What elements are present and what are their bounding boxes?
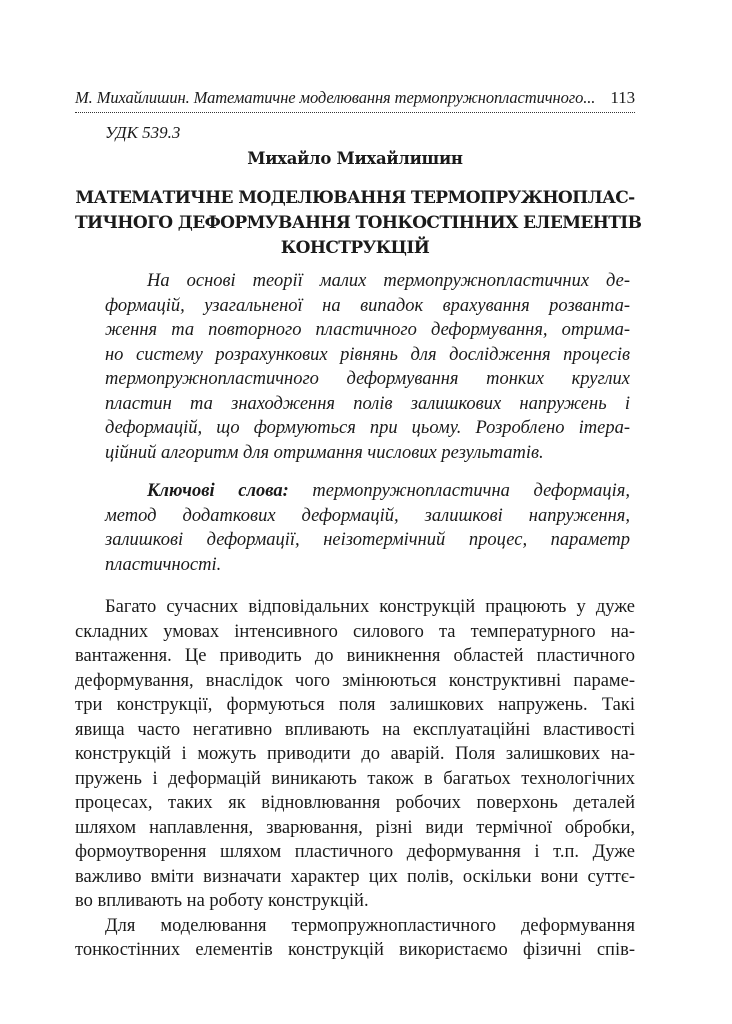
- body-line: складних умовах інтенсивного силового та температурного на-: [75, 621, 635, 642]
- abstract-line: деформацій, що формуються при цьому. Розроблено ітера-: [105, 418, 630, 438]
- body-line: деформування, внаслідок чого змінюються конструктивні параме-: [75, 670, 635, 691]
- body-paragraph-1: [75, 595, 635, 914]
- keywords-line: пластичності.: [105, 554, 222, 575]
- abstract-line: формацій, узагальненої на випадок врахування розванта-: [105, 295, 630, 316]
- abstract-line: ційний алгоритм для отримання числових результатів.: [105, 442, 544, 463]
- body-line: три конструкції, формуються поля залишкових напружень. Такі: [75, 695, 635, 715]
- body-line: важливо вміти визначати характер цих полів, оскільки вони суттє-: [75, 866, 635, 887]
- keywords-line: залишкові деформації, неізотермічний процес, параметр: [105, 530, 630, 550]
- keywords-line: метод додаткових деформацій, залишкові напруження,: [105, 505, 630, 526]
- abstract-line: На основі теорії малих термопружнопластичних де-: [147, 271, 630, 291]
- title-line: КОНСТРУКЦІЙ: [280, 238, 430, 258]
- body-line: шляхом наплавлення, зварювання, різні види термічної обробки,: [75, 817, 635, 838]
- body-line: процесах, таких як відновлювання робочих поверхонь деталей: [75, 793, 635, 813]
- body-line: явища часто негативно впливають на експлуатаційні властивості: [75, 719, 635, 740]
- abstract-line: но систему розрахункових рівнянь для дослідження процесів: [105, 344, 630, 365]
- body-line: Для моделювання термопружнопластичного деформування: [105, 915, 635, 936]
- running-title: М. Михайлишин. Математичне моделювання термопружнопластичного...: [75, 88, 596, 107]
- udk-code: УДК 539.3: [105, 123, 181, 142]
- abstract-line: ження та повторного пластичного деформування, отрима-: [105, 320, 630, 340]
- title-line: ТИЧНОГО ДЕФОРМУВАННЯ ТОНКОСТІННИХ ЕЛЕМЕНТІВ: [75, 213, 642, 233]
- body-line: вантаження. Це приводить до виникнення областей пластичного: [75, 646, 635, 666]
- page: [75, 88, 642, 963]
- body-line: во впливають на роботу конструкцій.: [75, 891, 369, 911]
- author-name: Михайло Михайлишин: [247, 149, 463, 168]
- body-line: конструкцій і можуть приводити до аварій. Поля залишкових на-: [75, 744, 635, 764]
- body-line: формоутворення шляхом пластичного деформування і т.п. Дуже: [75, 842, 635, 862]
- body-line: Багато сучасних відповідальних конструкцій працюють у дуже: [105, 597, 635, 617]
- body-line: пружень і деформацій виникають також в багатьох технологічних: [75, 768, 635, 789]
- running-header: [75, 88, 635, 113]
- abstract: [105, 269, 630, 465]
- keywords-label: Ключові слова:: [147, 481, 289, 501]
- title-line: МАТЕМАТИЧНЕ МОДЕЛЮВАННЯ ТЕРМОПРУЖНОПЛАС-: [75, 188, 635, 208]
- page-number: 113: [610, 88, 635, 107]
- article-title: [75, 186, 642, 261]
- abstract-line: термопружнопластичного деформування тонких круглих: [105, 369, 630, 389]
- keywords: [105, 479, 630, 577]
- keywords-text: термопружнопластична деформація,: [288, 481, 630, 501]
- abstract-line: пластин та знаходження полів залишкових напружень і: [105, 393, 630, 414]
- body-line: тонкостінних елементів конструкцій використаємо фізичні спів-: [75, 940, 635, 960]
- keywords-line: [105, 479, 630, 504]
- body-paragraph-2: [75, 914, 635, 963]
